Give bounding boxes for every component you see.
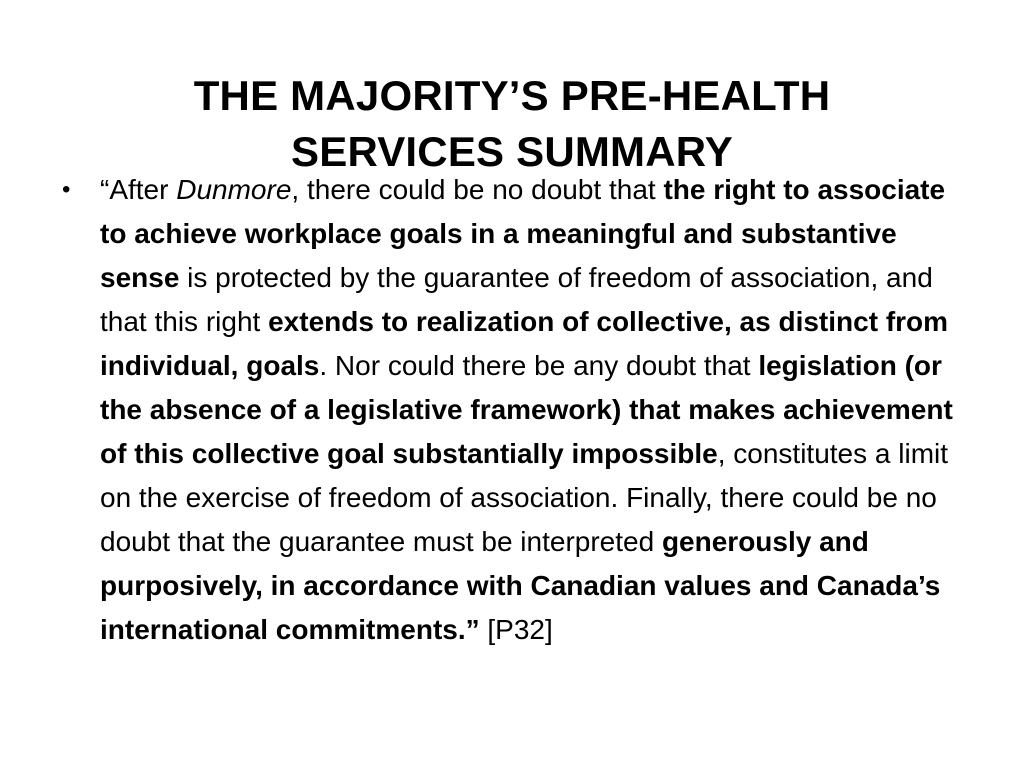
quote-segment-7: . Nor could there be any doubt that xyxy=(319,350,759,381)
case-name-dunmore: Dunmore xyxy=(176,174,292,205)
emphasis-collective-goals: extends to realization of collective, as distinct from individual, goals xyxy=(100,306,949,381)
quote-segment-5: is protected by the guarantee of freedom of association, and that this right xyxy=(100,262,933,337)
bullet-list xyxy=(60,168,970,652)
quote-segment-9: , constitutes a limit on the exercise of freedom of association. Finally, there could be no doubt that the guarantee must be interpreted xyxy=(100,438,949,557)
emphasis-right-to-associate: the right to associate to achieve workplace goals in a meaningful and substantive sense xyxy=(100,174,946,293)
title-line-1: THE MAJORITY’S PRE-HEALTH xyxy=(193,72,831,120)
emphasis-generous-interpretation: generously and purposively, in accordance with Canadian values and Canada’s international commitments.” xyxy=(100,526,941,645)
quote-segment-1: “After xyxy=(100,174,177,205)
slide-title xyxy=(60,68,964,180)
bullet-item-quote xyxy=(60,168,970,652)
bullet-dot-icon: • xyxy=(62,176,71,203)
emphasis-legislation-limit: legislation (or the absence of a legislative framework) that makes achievement of this collective goal substantially impossible xyxy=(100,350,953,469)
quote-segment-3: , there could be no doubt that xyxy=(291,174,664,205)
paragraph-reference: [P32] xyxy=(479,614,553,645)
title-line-2: SERVICES SUMMARY xyxy=(291,128,733,176)
quote-text xyxy=(100,174,953,645)
